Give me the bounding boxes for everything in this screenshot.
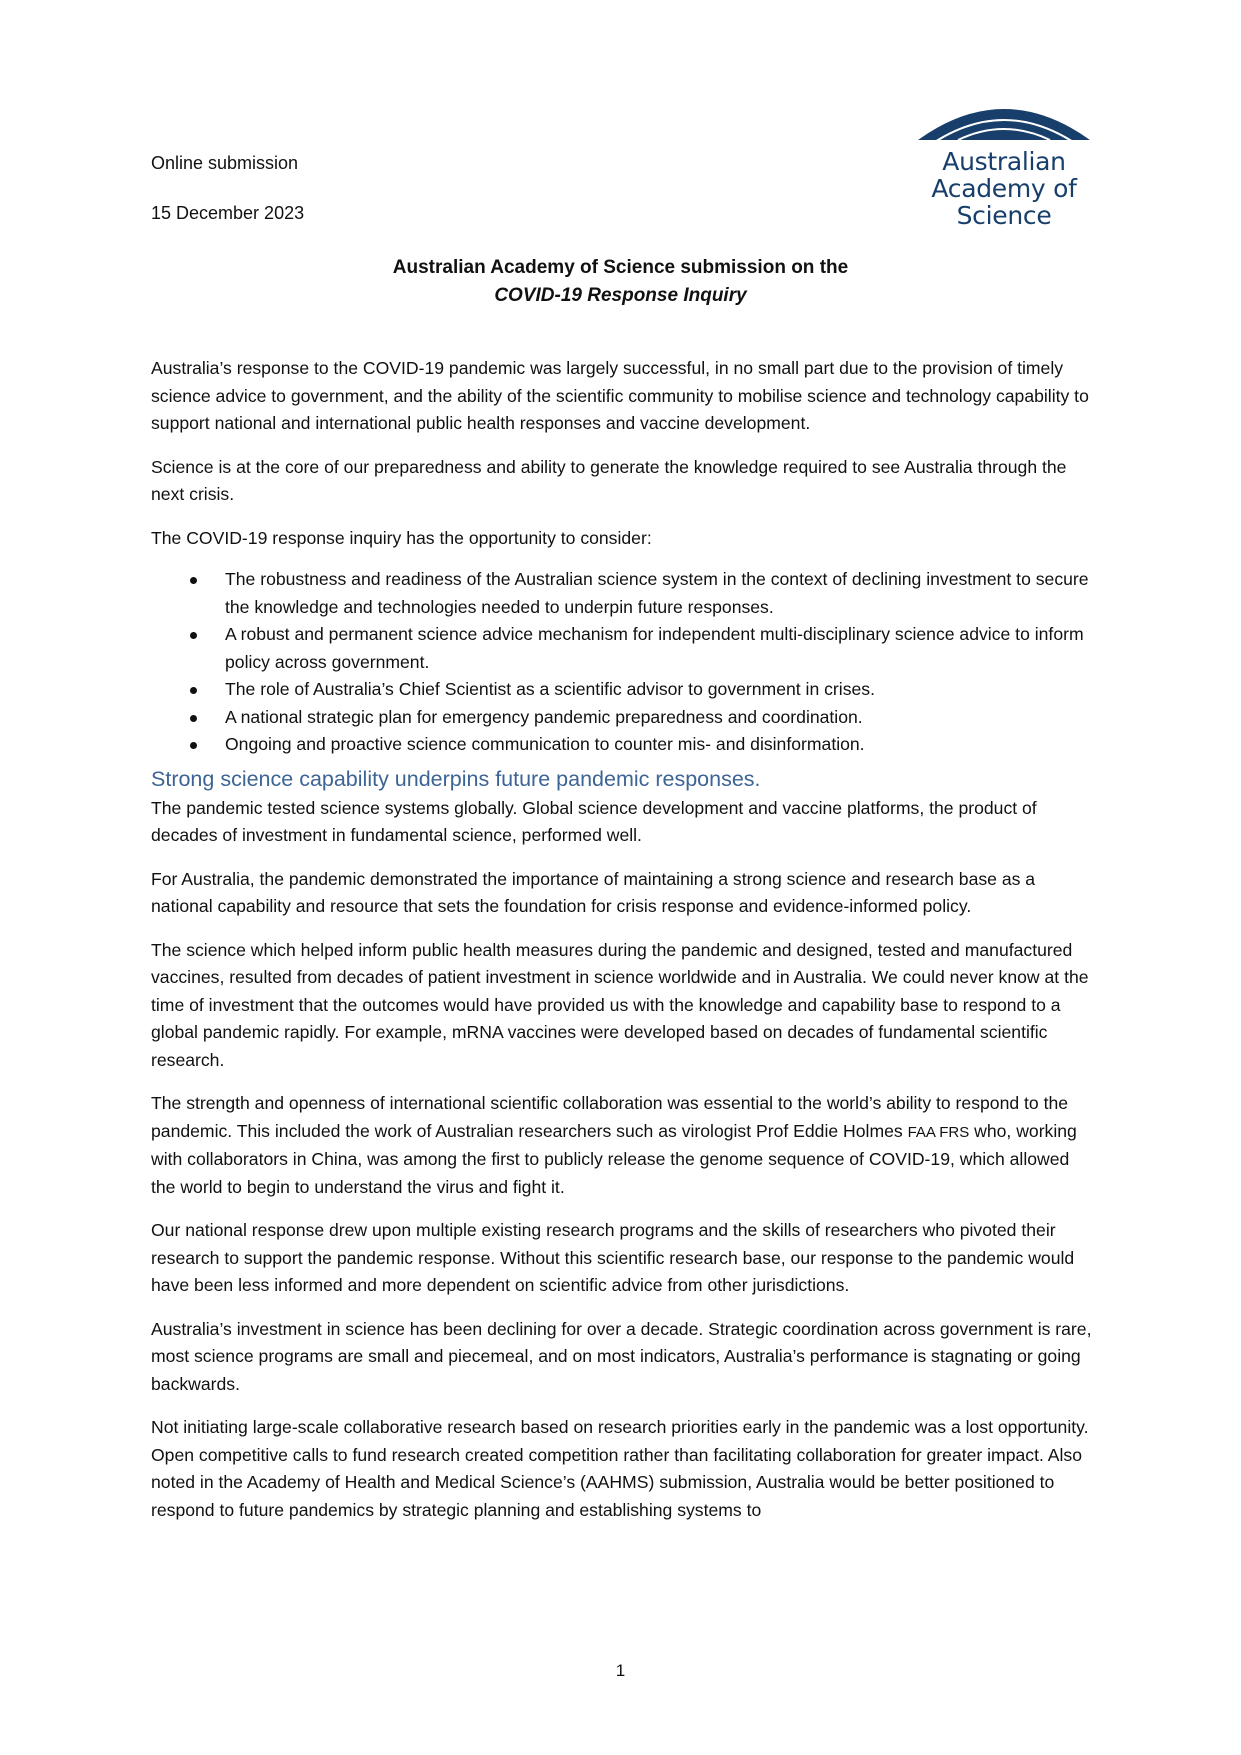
list-item-text: A national strategic plan for emergency pandemic preparedness and coordination. <box>225 706 863 727</box>
bullet-icon <box>190 687 197 694</box>
header-meta <box>151 152 304 252</box>
section-paragraph-3: The science which helped inform public health measures during the pandemic and designed, tested and manufactured vaccines, resulted from decades of patient investment in science worldwide and in Australia. We could never know at the time of investment that the outcomes would have provided us with the knowledge and capability base to respond to a global pandemic rapidly. For example, mRNA vaccines were developed based on decades of fundamental scientific research. <box>151 939 1089 1070</box>
page-number: 1 <box>615 1661 626 1680</box>
title-line-1: Australian Academy of Science submission on the <box>392 257 849 278</box>
list-item <box>151 704 1096 732</box>
section-paragraph-2: For Australia, the pandemic demonstrated the importance of maintaining a strong science and research base as a national capability and resource that sets the foundation for crisis response and evidence-informed policy. <box>151 868 1036 916</box>
submission-date: 15 December 2023 <box>151 203 305 223</box>
logo-wordmark <box>918 148 1090 229</box>
post-nominals: FAA FRS <box>907 1123 970 1141</box>
paragraph-4-end: who, working with collaborators in China, was among the first to publicly release the genome sequence of COVID-19, which allowed the world to begin to understand the virus and fight it. <box>151 1120 1077 1197</box>
bridge-arch-icon <box>918 92 1090 144</box>
section-heading: Strong science capability underpins future pandemic responses. <box>151 766 761 791</box>
list-item <box>151 566 1096 621</box>
document-body <box>151 355 1096 1540</box>
document-title <box>151 254 1090 310</box>
section-paragraph-4 <box>151 1090 1096 1201</box>
list-item-text: A robust and permanent science advice mechanism for independent multi-disciplinary science advice to inform policy across government. <box>225 624 1084 672</box>
list-item <box>151 621 1096 676</box>
academy-logo <box>918 92 1090 232</box>
list-item-text: The role of Australia’s Chief Scientist as a scientific advisor to government in crises. <box>225 679 875 699</box>
bullet-icon <box>190 632 197 639</box>
intro-paragraph-2: Science is at the core of our preparedness and ability to generate the knowledge required to see Australia through the next crisis. <box>151 456 1067 504</box>
bullet-icon <box>190 715 197 722</box>
list-item-text: Ongoing and proactive science communication to counter mis- and disinformation. <box>225 734 865 754</box>
paragraph-4-start: The strength and openness of international scientific collaboration was essential to the world’s ability to respond to the pandemic. This included the work of Australian researchers such as virologist Prof Eddie Holmes <box>151 1093 1069 1141</box>
section-paragraph-6: Australia’s investment in science has been declining for over a decade. Strategic coordination across government is rare, most science programs are small and piecemeal, and on most indicators, Australia’s performance is stagnating or going backwards. <box>151 1318 1092 1394</box>
logo-line-2: Academy of <box>931 174 1077 203</box>
list-item <box>151 731 1096 759</box>
list-item-text: The robustness and readiness of the Australian science system in the context of declining investment to secure the knowledge and technologies needed to underpin future responses. <box>225 569 1089 617</box>
bullet-icon <box>190 742 197 749</box>
consideration-list <box>151 566 1096 759</box>
title-line-2: COVID-19 Response Inquiry <box>494 285 747 306</box>
section-paragraph-7: Not initiating large-scale collaborative research based on research priorities early in the pandemic was a lost opportunity. Open competitive calls to fund research created competition rather than facilitating collaboration for greater impact. Also noted in the Academy of Health and Medical Science’s (AAHMS) submission, Australia would be better positioned to respond to future pandemics by strategic planning and establishing systems to <box>151 1417 1089 1520</box>
submission-type: Online submission <box>151 153 299 173</box>
logo-line-3: Science <box>956 201 1052 230</box>
section-paragraph-5: Our national response drew upon multiple existing research programs and the skills of researchers who pivoted their research to support the pandemic response. Without this scientific research base, our response to the pandemic would have been less informed and more dependent on scientific advice from other jurisdictions. <box>151 1220 1075 1295</box>
intro-paragraph-1: Australia’s response to the COVID-19 pandemic was largely successful, in no small part due to the provision of timely science advice to government, and the ability of the scientific community to mobilise science and technology capability to support national and international public health responses and vaccine development. <box>151 358 1089 433</box>
bullet-icon <box>190 577 197 584</box>
logo-line-1: Australian <box>942 147 1066 176</box>
intro-paragraph-3: The COVID-19 response inquiry has the opportunity to consider: <box>151 527 652 548</box>
list-item <box>151 676 1096 704</box>
section-paragraph-1: The pandemic tested science systems globally. Global science development and vaccine platforms, the product of decades of investment in fundamental science, performed well. <box>151 797 1037 845</box>
